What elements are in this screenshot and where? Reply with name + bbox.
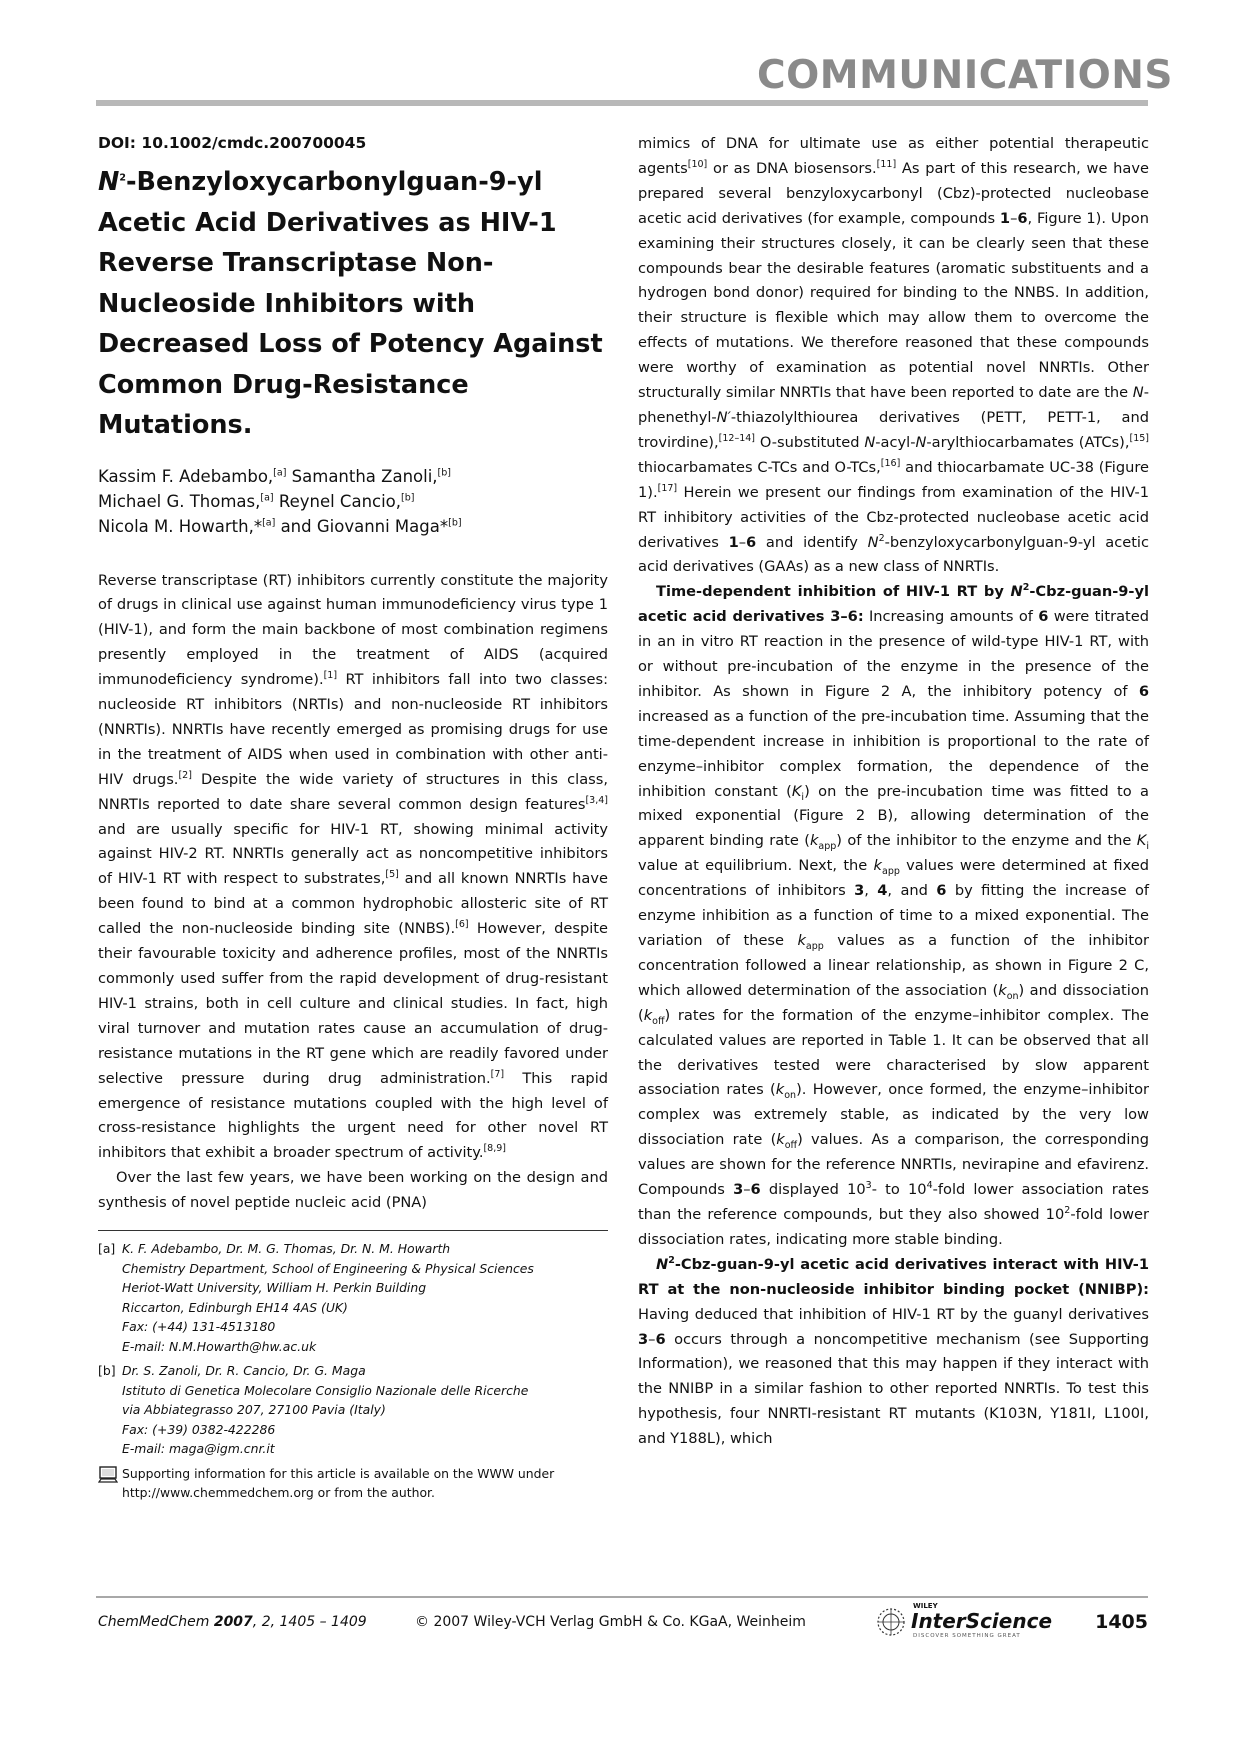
citation[interactable]: [3,4] <box>585 794 608 806</box>
footnote-rule <box>98 1230 608 1231</box>
header-rule <box>96 100 1148 106</box>
body-paragraph-intro: Reverse transcriptase (RT) inhibitors currently constitute the majority of drugs in clinical use against human immunodeficiency virus type 1 (HIV-1), and form the main backbone of most combination regimens presently employed in the treatment of AIDS (acquired immunodeficiency syndrome).[1] RT inhibitors fall into two classes: nucleoside RT inhibitors (NRTIs) and non-nucleoside RT inhibitors (NNRTIs). NNRTIs have recently emerged as promising drugs for use in the treatment of AIDS when used in combination with other anti-HIV drugs.[2] Despite the wide variety of structures in this class, NNRTIs reported to date share several common design features[3,4] and are usually specific for HIV-1 RT, showing minimal activity against HIV-2 RT. NNRTIs generally act as noncompetitive inhibitors of HIV-1 RT with respect to substrates,[5] and all known NNRTIs have been found to bind at a common hydrophobic allosteric site of RT called the non-nucleoside binding site (NNBS).[6] However, despite their favourable toxicity and adherence profiles, most of the NNRTIs commonly used suffer from the rapid development of drug-resistant HIV-1 strains, both in cell culture and clinical studies. In fact, high viral turnover and mutation rates cause an accumulation of drug-resistance mutations in the RT gene which are readily favored under selective pressure during drug administration.[7] This rapid emergence of resistance mutations coupled with the high level of cross-resistance highlights the urgent need for other novel RT inhibitors that exhibit a broader spectrum of activity.[8,9] <box>98 571 609 1162</box>
author-list <box>98 464 608 539</box>
supporting-info-note <box>98 1464 608 1503</box>
section-heading: COMMUNICATIONS <box>757 53 1173 98</box>
footnote-tag: [b] <box>98 1363 116 1379</box>
citation[interactable]: [11] <box>876 159 897 171</box>
author: Samantha Zanoli,[b] <box>291 466 451 486</box>
run-in-heading: Time-dependent inhibition of HIV-1 RT by $N^2-Cbz-guan-9-yl$ acetic acid derivatives 3–6: <box>638 582 1149 626</box>
citation[interactable]: [8,9] <box>483 1143 506 1155</box>
right-column <box>638 132 1149 1452</box>
body-paragraph-pna: Over the last few years, we have been working on the design and synthesis of novel peptide nucleic acid (PNA) <box>98 1169 608 1212</box>
citation[interactable]: [1] <box>323 670 338 682</box>
author: Kassim F. Adebambo,[a] <box>98 466 287 486</box>
interscience-logo[interactable] <box>873 1602 1053 1642</box>
footnote-tag: [a] <box>98 1241 116 1257</box>
citation[interactable]: [12–14] <box>718 433 755 445</box>
author: Nicola M. Howarth,*[a] <box>98 516 276 536</box>
citation[interactable]: [15] <box>1129 433 1149 445</box>
title-italic-n: N <box>98 167 120 197</box>
footnote-a: [a] K. F. Adebambo, Dr. M. G. Thomas, Dr. N. M. Howarth Chemistry Department, School of Engineering & Physical Sciences Heriot-Watt University, William H. Perkin Building Riccarton, Edinburgh EH14 4AS (UK) Fax: (+44) 131-4513180 E-mail: N.M.Howarth@hw.ac.uk <box>98 1239 608 1356</box>
logo-tagline: DISCOVER SOMETHING GREAT <box>913 1633 1021 1639</box>
body-paragraph-nnibp: $N^2-Cbz-guan-9-yl$ acetic acid derivatives interact with HIV-1 RT at the non-nucleoside inhibitor binding pocket (NNIBP): Having deduced that inhibition of HIV-1 RT by the guanyl derivatives 3–6 occurs through a noncompetitive mechanism (see Supporting Information), we reasoned that this may happen if they interact with the NNIBP in a similar fashion to other reported NNRTIs. To test this hypothesis, four NNRTI-resistant RT mutants (K103N, Y181I, L100I, and Y188L), which <box>638 1254 1149 1448</box>
computer-icon <box>98 1464 122 1503</box>
citation[interactable]: [10] <box>687 159 708 171</box>
citation[interactable]: [16] <box>880 457 901 469</box>
body-paragraph-pna-cont: mimics of DNA for ultimate use as either potential therapeutic agents[10] or as DNA biosensors.[11] As part of this research, we have prepared several benzyloxycarbonyl (Cbz)-protected nucleobase acetic acid derivatives (for example, compounds 1–6, Figure 1). Upon examining their structures closely, it can be clearly seen that these compounds bear the desirable features (aromatic substituents and a hydrogen bond donor) required for binding to the NNBS. In addition, their structure is flexible which may allow them to overcome the effects of mutations. We therefore reasoned that these compounds were worthy of examination as potential novel NNRTIs. Other structurally similar NNRTIs that have been reported to date are the N-phenethyl-N′-thiazolylthiourea derivatives (PETT, PETT-1, and trovirdine),[12–14] O-substituted N-acyl-N-arylthiocarbamates (ATCs),[15] thiocarbamates C-TCs and O-TCs,[16] and thiocarbamate UC-38 (Figure 1).[17] Herein we present our findings from examination of the HIV-1 RT inhibitory activities of the Cbz-protected nucleobase acetic acid derivatives 1–6 and identify $N^2-benzyloxycarbonylguan-9-yl$ acetic acid derivatives (GAAs) as a new class of NNRTIs. <box>638 135 1150 576</box>
title-sup: 2 <box>119 172 126 184</box>
citation[interactable]: [17] <box>657 482 678 494</box>
citation[interactable]: [5] <box>385 869 399 881</box>
left-column <box>98 132 608 1503</box>
body-paragraph-time-dependent: Time-dependent inhibition of HIV-1 RT by $N^2-Cbz-guan-9-yl$ acetic acid derivatives 3–6: Increasing amounts of 6 were titrated in an in vitro RT reaction in the presence of wild-type HIV-1 RT, with or without pre-incubation of the enzyme in the presence of the inhibitor. As shown in Figure 2 A, the inhibitory potency of 6 increased as a function of the pre-incubation time. Assuming that the time-dependent increase in inhibition is proportional to the rate of enzyme–inhibitor complex formation, the dependence of the inhibition constant $(K_i)$ on the pre-incubation time was fitted to a mixed exponential (Figure 2 B), allowing determination of the apparent binding rate $(k_{app})$ of the inhibitor to the enzyme and the $K_i$ value at equilibrium. Next, the $k_{app}$ values were determined at fixed concentrations of inhibitors 3, 4, and 6 by fitting the increase of enzyme inhibition as a function of time to a mixed exponential. The variation of these $k_{app}$ values as a function of the inhibitor concentration followed a linear relationship, as shown in Figure 2 C, which allowed determination of the association $(k_{on})$ and dissociation $(k_{off})$ rates for the formation of the enzyme–inhibitor complex. The calculated values are reported in Table 1. It can be observed that all the derivatives tested were characterised by slow apparent association rates $(k_{on})$. However, once formed, the enzyme–inhibitor complex was extremely stable, as indicated by the very low dissociation rate $(k_{off})$ values. As a comparison, the corresponding values are shown for the reference NNRTIs, nevirapine and efavirenz. Compounds 3–6 displayed $10^3-$ to $10^4$-fold lower association rates than the reference compounds, but they also showed $10^2$-fold lower dissociation rates, indicating more stable binding. <box>638 582 1150 1248</box>
page-number: 1405 <box>1095 1611 1148 1633</box>
footer-rule <box>96 1596 1148 1598</box>
email-link[interactable]: E-mail: N.M.Howarth@hw.ac.uk <box>122 1338 317 1354</box>
email-link[interactable]: E-mail: maga@igm.cnr.it <box>122 1441 275 1457</box>
journal-citation: ChemMedChem 2007, 2, 1405 – 1409 <box>98 1614 367 1630</box>
title-text: -Benzyloxycarbonylguan-9-yl Acetic Acid Derivatives as HIV-1 Reverse Transcriptase Non-Nucleoside Inhibitors with Decreased Loss of Potency Against Common Drug-Resistance Mutations. <box>98 167 603 440</box>
doi[interactable]: DOI: 10.1002/cmdc.200700045 <box>98 134 367 152</box>
article-title <box>98 162 608 446</box>
citation[interactable]: [7] <box>490 1068 505 1080</box>
citation[interactable]: [2] <box>178 769 192 781</box>
interscience-wordmark: InterScience <box>911 1609 1053 1633</box>
supporting-info-link[interactable]: Supporting information for this article is available on the WWW under http://www.chemmedchem.org or from the author. <box>122 1465 555 1501</box>
author: Reynel Cancio,[b] <box>278 491 415 511</box>
footnote-b: [b] Dr. S. Zanoli, Dr. R. Cancio, Dr. G. Maga Istituto di Genetica Molecolare Consiglio Nazionale delle Ricerche via Abbiategrasso 207, 27100 Pavia (Italy) Fax: (+39) 0382-422286 E-mail: maga@igm.cnr.it <box>98 1361 608 1459</box>
run-in-heading: $N^2-Cbz-guan-9-yl$ acetic acid derivatives interact with HIV-1 RT at the non-nucleoside inhibitor binding pocket (NNIBP): <box>638 1254 1149 1298</box>
wiley-wordmark: WILEY <box>913 1602 938 1610</box>
copyright: © 2007 Wiley-VCH Verlag GmbH & Co. KGaA, Weinheim <box>415 1614 806 1630</box>
citation[interactable]: [6] <box>455 919 469 931</box>
author: and Giovanni Maga*[b] <box>280 516 462 536</box>
author: Michael G. Thomas,[a] <box>98 491 274 511</box>
